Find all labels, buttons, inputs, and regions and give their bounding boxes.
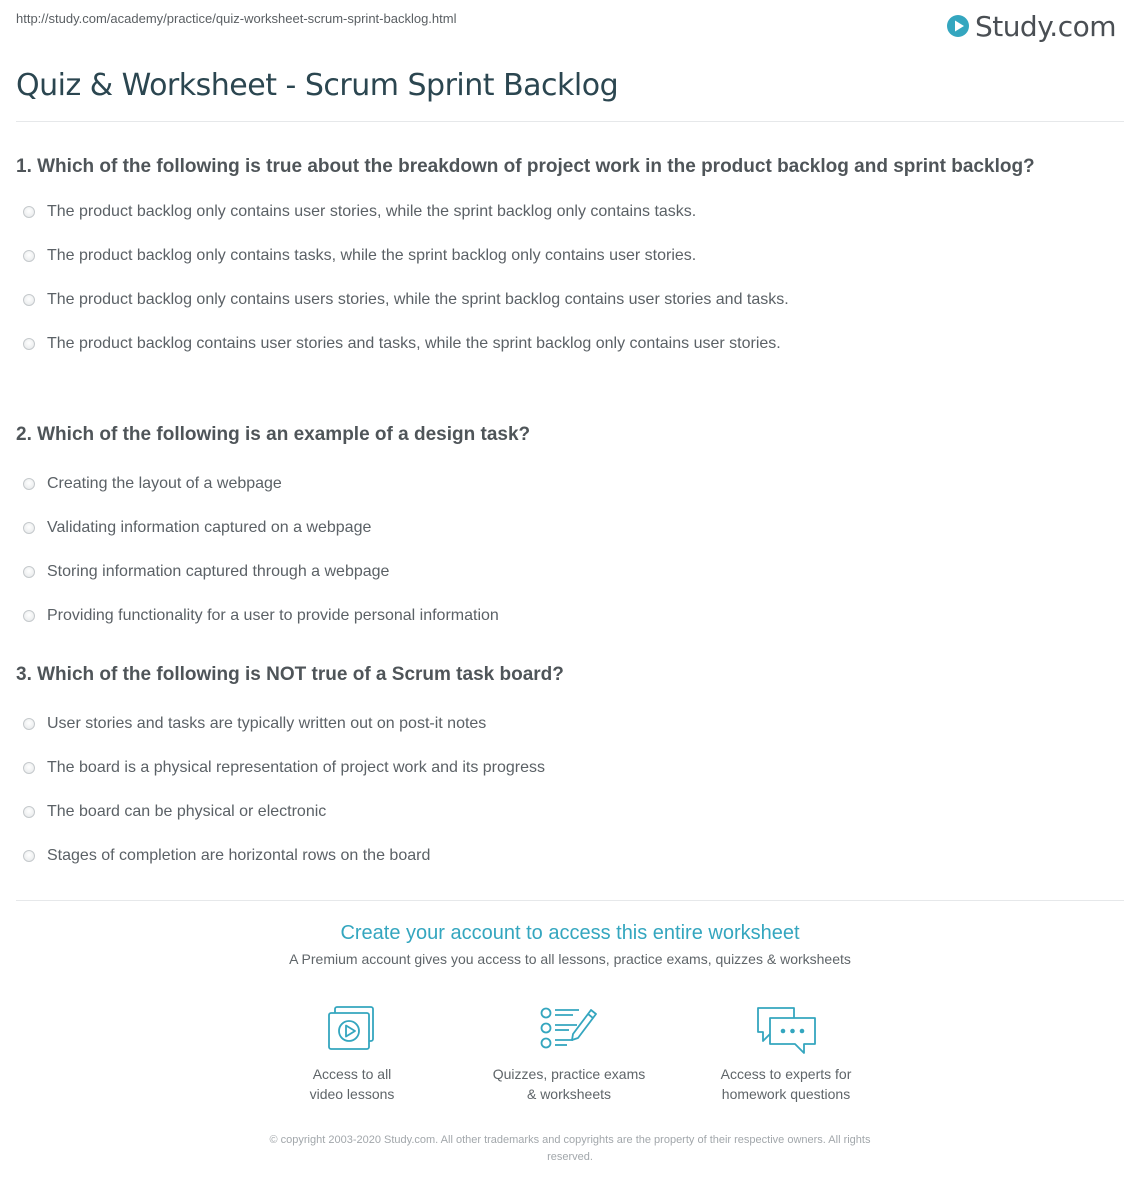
- answer-label: Stages of completion are horizontal rows on the board: [47, 847, 431, 864]
- feature-video-lessons: [252, 1004, 452, 1104]
- chat-bubbles-icon: [754, 1004, 818, 1056]
- question-text: 1. Which of the following is true about the breakdown of project work in the product backlog and sprint backlog?: [16, 156, 1035, 177]
- answer-option[interactable]: [16, 506, 1076, 550]
- answer-label: Creating the layout of a webpage: [47, 475, 282, 492]
- feature-quizzes: [469, 1004, 669, 1104]
- radio-button-icon[interactable]: [23, 762, 35, 774]
- cta-title-link[interactable]: Create your account to access this entire worksheet: [340, 922, 800, 944]
- question-2: [16, 421, 1076, 638]
- radio-button-icon[interactable]: [23, 338, 35, 350]
- answer-label: The product backlog only contains users stories, while the sprint backlog contains user stories and tasks.: [47, 291, 789, 308]
- answer-options: [16, 462, 1076, 638]
- radio-button-icon[interactable]: [23, 250, 35, 262]
- answer-label: The product backlog contains user stories and tasks, while the sprint backlog only contains user stories.: [47, 335, 781, 352]
- radio-button-icon[interactable]: [23, 206, 35, 218]
- answer-label: The board is a physical representation of project work and its progress: [47, 759, 546, 776]
- cta-subtitle: A Premium account gives you access to all lessons, practice exams, quizzes & worksheets: [289, 951, 851, 967]
- answer-option[interactable]: [16, 278, 1076, 322]
- radio-button-icon[interactable]: [23, 806, 35, 818]
- question-1: [16, 153, 1076, 366]
- study-logo[interactable]: [946, 6, 1116, 46]
- video-lessons-icon: [325, 1004, 379, 1052]
- radio-button-icon[interactable]: [23, 478, 35, 490]
- feature-label-line: Access to experts for: [720, 1066, 852, 1082]
- feature-experts: [686, 1004, 886, 1104]
- radio-button-icon[interactable]: [23, 718, 35, 730]
- quiz-checklist-icon: [539, 1004, 599, 1052]
- title-divider: [16, 121, 1124, 122]
- answer-option[interactable]: [16, 190, 1076, 234]
- question-text: 3. Which of the following is NOT true of a Scrum task board?: [16, 664, 564, 685]
- answer-option[interactable]: [16, 550, 1076, 594]
- question-3: [16, 661, 1076, 878]
- answer-option[interactable]: [16, 234, 1076, 278]
- copyright-line: reserved.: [547, 1151, 593, 1163]
- copyright-footer: [210, 1132, 930, 1166]
- answer-label: Validating information captured on a webpage: [47, 519, 372, 536]
- answer-options: [16, 702, 1076, 878]
- play-logo-icon: [946, 14, 970, 38]
- feature-label-line: Access to all: [312, 1066, 392, 1082]
- section-divider: [16, 900, 1124, 901]
- feature-label-line: Quizzes, practice exams: [492, 1066, 646, 1082]
- signup-cta: [0, 922, 1140, 967]
- page-title: Quiz & Worksheet - Scrum Sprint Backlog: [16, 68, 619, 103]
- answer-option[interactable]: [16, 790, 1076, 834]
- answer-label: The product backlog only contains user stories, while the sprint backlog only contains tasks.: [47, 203, 697, 220]
- answer-option[interactable]: [16, 834, 1076, 878]
- answer-label: The board can be physical or electronic: [47, 803, 327, 820]
- radio-button-icon[interactable]: [23, 610, 35, 622]
- question-text: 2. Which of the following is an example of a design task?: [16, 424, 531, 445]
- answer-label: User stories and tasks are typically written out on post-it notes: [47, 715, 487, 732]
- radio-button-icon[interactable]: [23, 566, 35, 578]
- page-url: http://study.com/academy/practice/quiz-worksheet-scrum-sprint-backlog.html: [16, 11, 457, 26]
- feature-label-line: video lessons: [309, 1086, 395, 1102]
- top-bar: [0, 0, 1140, 60]
- radio-button-icon[interactable]: [23, 522, 35, 534]
- answer-option[interactable]: [16, 594, 1076, 638]
- answer-label: Providing functionality for a user to provide personal information: [47, 607, 499, 624]
- answer-option[interactable]: [16, 462, 1076, 506]
- answer-option[interactable]: [16, 322, 1076, 366]
- answer-label: The product backlog only contains tasks, while the sprint backlog only contains user stories.: [47, 247, 697, 264]
- answer-label: Storing information captured through a webpage: [47, 563, 390, 580]
- radio-button-icon[interactable]: [23, 850, 35, 862]
- answer-option[interactable]: [16, 746, 1076, 790]
- answer-option[interactable]: [16, 702, 1076, 746]
- feature-label-line: homework questions: [721, 1086, 851, 1102]
- logo-text: Study.com: [974, 9, 1116, 43]
- feature-label-line: & worksheets: [526, 1086, 612, 1102]
- answer-options: [16, 190, 1076, 366]
- copyright-line: © copyright 2003-2020 Study.com. All other trademarks and copyrights are the property of their respective owners. All rights: [269, 1134, 871, 1146]
- radio-button-icon[interactable]: [23, 294, 35, 306]
